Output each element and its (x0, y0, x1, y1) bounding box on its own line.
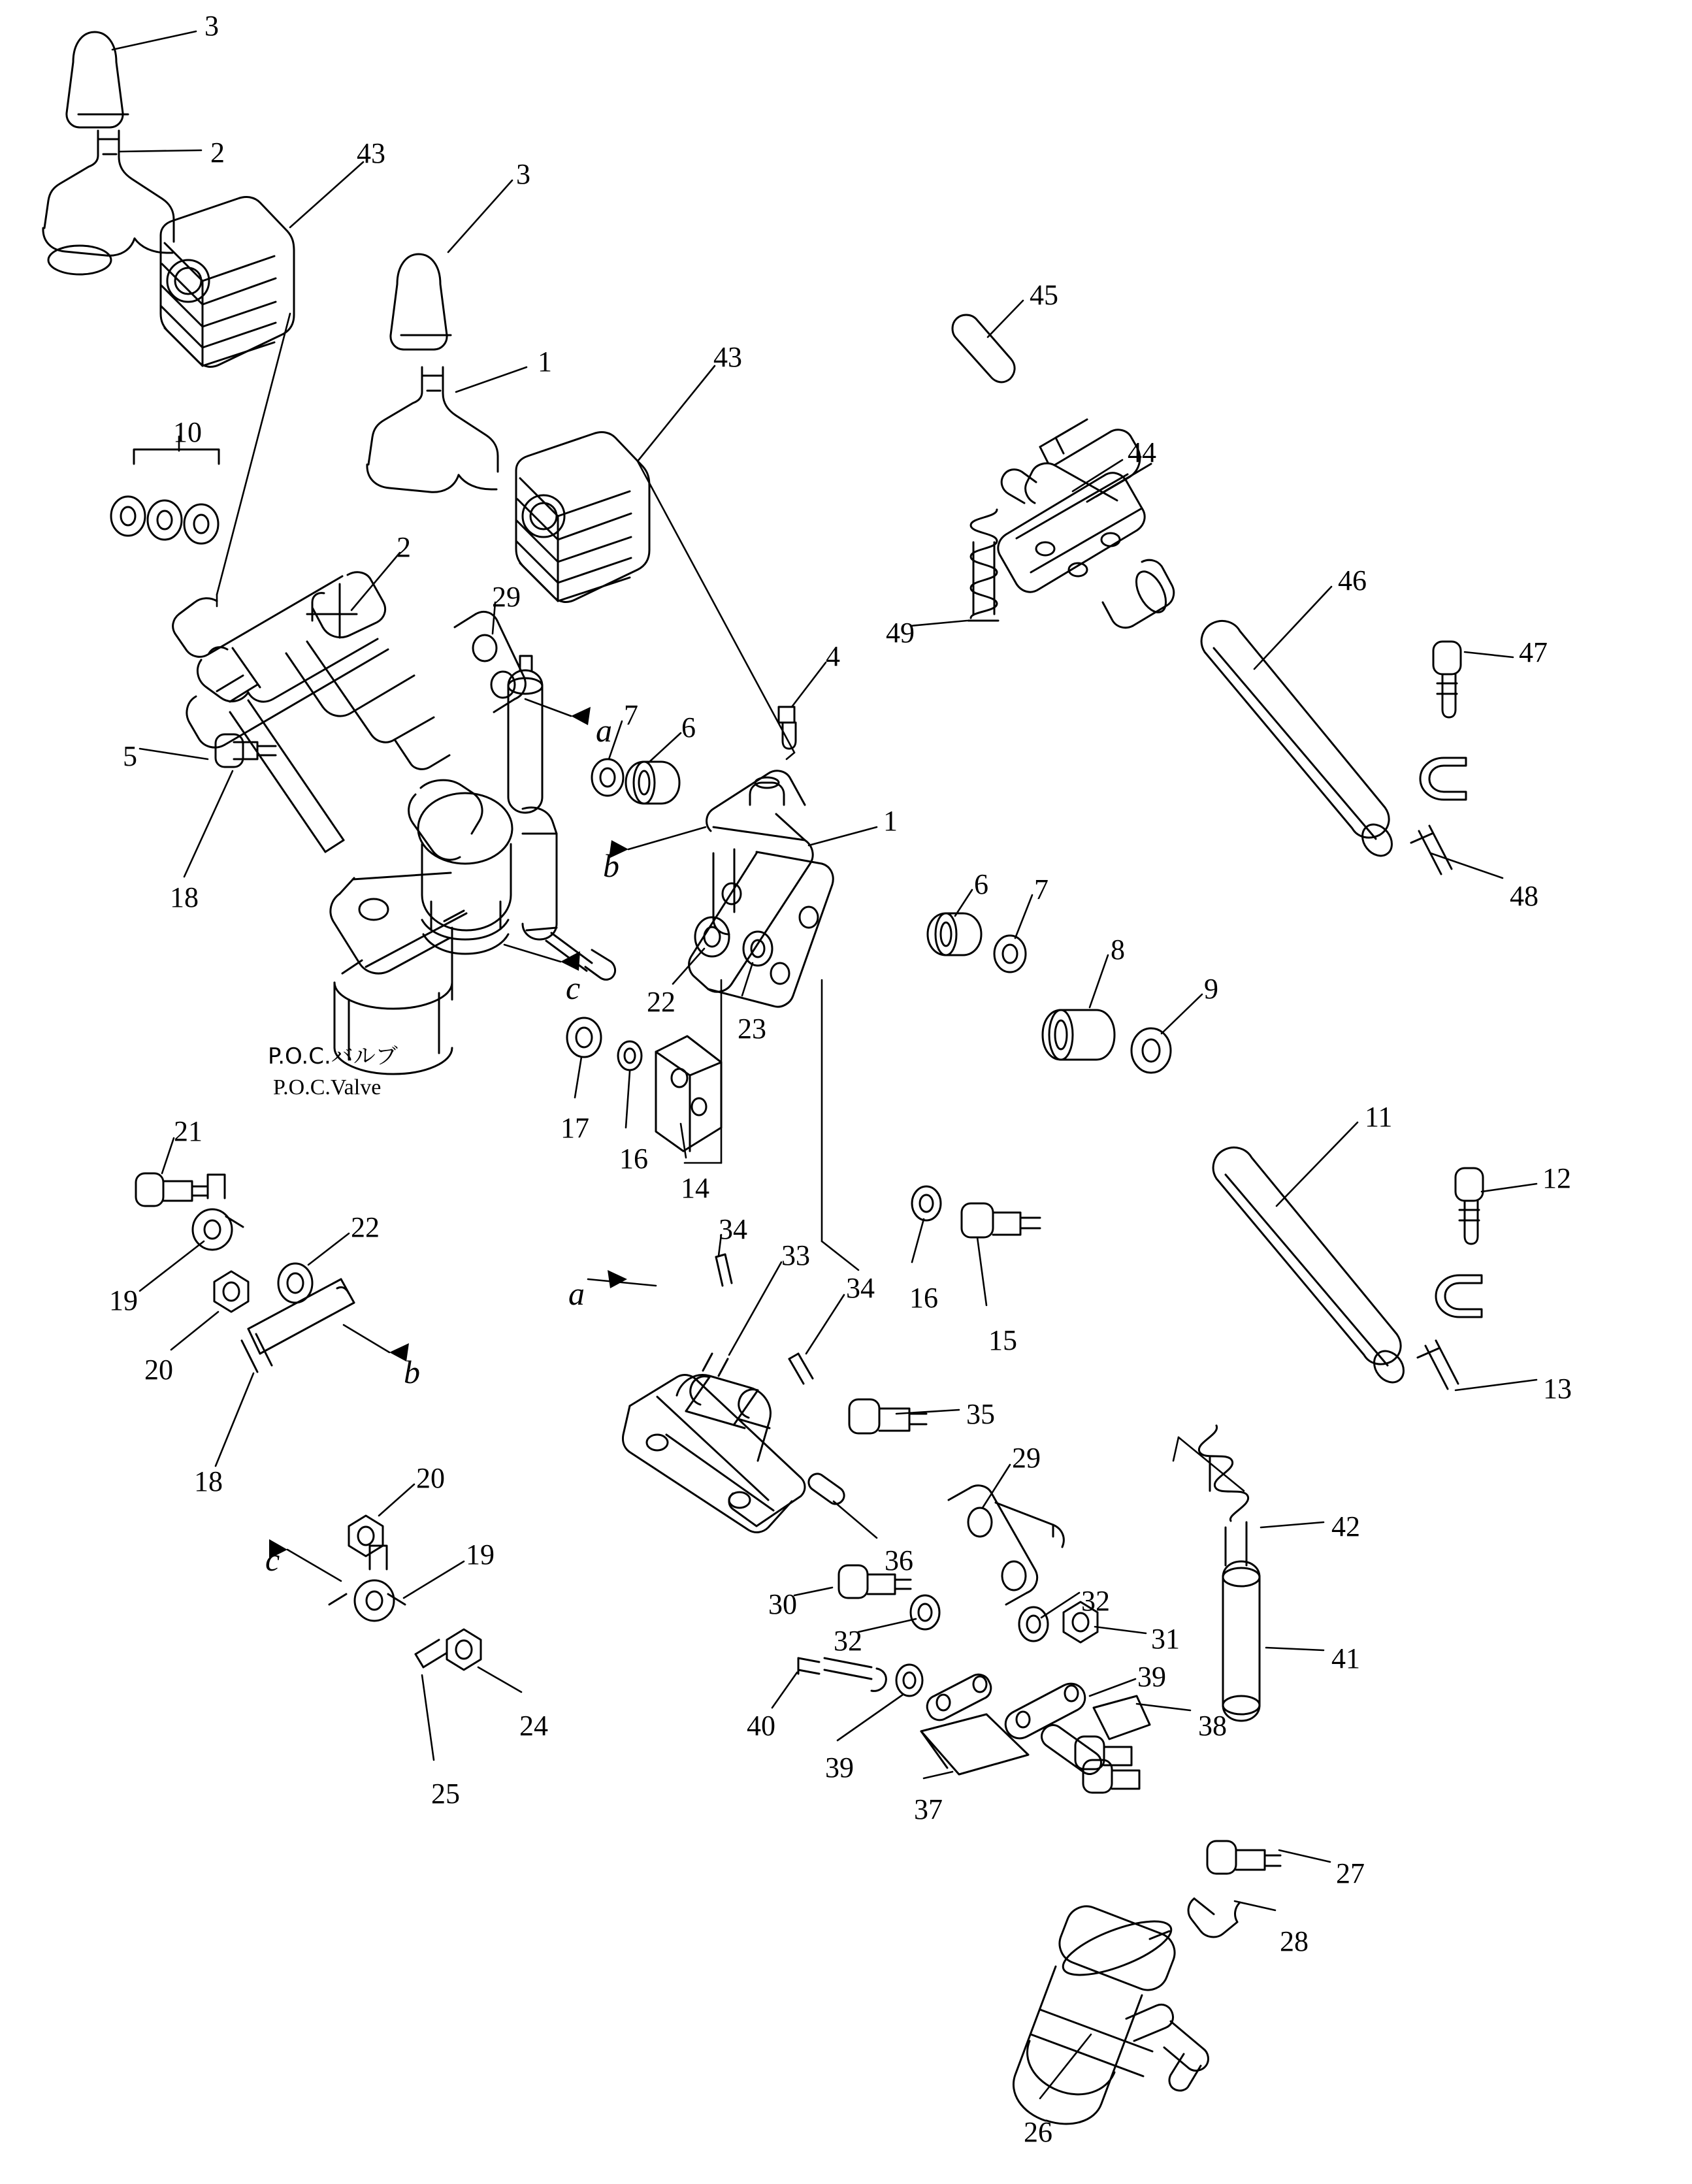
callout-45: 45 (1030, 279, 1058, 311)
callout-16-a: 16 (619, 1143, 648, 1175)
callout-23: 23 (738, 1013, 766, 1045)
callout-49: 49 (886, 617, 915, 649)
callout-27: 27 (1336, 1857, 1365, 1889)
part-group-poc-valve (331, 780, 615, 1074)
callout-18-b: 18 (194, 1465, 223, 1497)
part-group-clip-48a (1420, 758, 1466, 800)
part-group-bushing-7b (994, 936, 1026, 972)
part-group-spring-49 (968, 510, 998, 621)
callout-6-b: 6 (974, 868, 988, 900)
callout-17: 17 (561, 1112, 589, 1144)
callout-7-a: 7 (624, 699, 638, 731)
part-group-spring-42 (1199, 1426, 1248, 1565)
callout-3-b: 3 (516, 158, 530, 190)
callout-19-a: 19 (109, 1284, 138, 1316)
callout-28: 28 (1280, 1925, 1309, 1957)
callout-29-b: 29 (1012, 1442, 1041, 1474)
callout-21: 21 (174, 1115, 203, 1147)
callout-12: 12 (1542, 1162, 1571, 1194)
poc-valve-label-en: P.O.C.Valve (273, 1075, 382, 1100)
part-group-pin-48b (1411, 826, 1452, 874)
callout-20-a: 20 (144, 1354, 173, 1386)
callout-38: 38 (1198, 1710, 1227, 1742)
callout-16-b: 16 (909, 1282, 938, 1314)
callout-22-a: 22 (647, 986, 675, 1018)
part-group-bushing-6a (626, 762, 679, 804)
callout-46: 46 (1338, 564, 1367, 596)
part-group-bolt-12 (1456, 1168, 1483, 1244)
callout-11: 11 (1365, 1101, 1393, 1133)
callout-32-a: 32 (1081, 1585, 1110, 1617)
callout-14: 14 (681, 1172, 709, 1204)
part-group-washer-9 (1131, 1028, 1171, 1073)
part-group-washer-16a (618, 1041, 642, 1070)
callout-5: 5 (123, 740, 137, 772)
part-group-bolt-27 (1207, 1841, 1280, 1874)
part-group-plate-39b (927, 1674, 991, 1720)
callout-34-a: 34 (719, 1213, 747, 1245)
part-group-rod-41 (1223, 1561, 1260, 1721)
poc-valve-label-jp: P.O.C.バルブ (268, 1043, 398, 1069)
part-group-bolt-21 (136, 1173, 208, 1206)
part-group-nut-24 (447, 1629, 481, 1670)
callout-48: 48 (1510, 880, 1538, 912)
callout-43-a: 43 (357, 137, 385, 169)
part-group-washer-32a (911, 1595, 939, 1629)
part-group-knob-3-top-left (67, 32, 128, 127)
callout-1-b: 1 (883, 805, 898, 837)
callout-32-b: 32 (834, 1625, 862, 1657)
part-group-bushing-8 (1043, 1010, 1114, 1060)
callout-41: 41 (1331, 1642, 1360, 1674)
part-group-pin-34b (789, 1354, 813, 1384)
callout-20-b: 20 (416, 1462, 445, 1494)
callout-2-a: 2 (210, 137, 225, 169)
callout-29-a: 29 (492, 581, 521, 613)
part-group-washer-17 (567, 1018, 601, 1057)
callout-39-a: 39 (1137, 1661, 1166, 1693)
part-group-boot-43-second (516, 432, 649, 602)
callout-43-b: 43 (713, 341, 742, 373)
part-group-plate-37 (921, 1714, 1028, 1774)
part-group-left-linkage (173, 572, 449, 770)
callout-25: 25 (431, 1778, 460, 1810)
part-group-pin-13b (1418, 1341, 1458, 1389)
part-group-clip-28 (1188, 1899, 1240, 1937)
part-group-link-40 (798, 1658, 886, 1691)
callout-15: 15 (988, 1324, 1017, 1356)
callout-26: 26 (1024, 2116, 1052, 2148)
callout-8: 8 (1111, 934, 1125, 966)
part-group-rod-11 (1213, 1147, 1410, 1388)
part-group-washer-16b (912, 1186, 941, 1220)
letter-callout-a-lower: a (568, 1275, 585, 1312)
callout-2-b: 2 (397, 531, 411, 563)
callout-44: 44 (1128, 436, 1156, 468)
part-group-lever-45 (952, 315, 1015, 382)
part-group-bolt-15 (962, 1203, 1040, 1237)
callout-22-b: 22 (351, 1211, 380, 1243)
letter-callout-a-upper: a (596, 712, 612, 749)
part-group-bracket-29 (455, 611, 525, 712)
letter-callout-b-upper: b (603, 847, 619, 884)
part-group-pin-34a (716, 1254, 732, 1286)
part-group-plate-39c (1005, 1684, 1085, 1738)
part-group-knob-3-second (391, 254, 451, 350)
part-group-lever-29b (949, 1486, 1064, 1605)
callout-33: 33 (781, 1239, 810, 1271)
part-group-clip-13a (1436, 1275, 1482, 1317)
part-group-pedal-33 (623, 1354, 805, 1532)
part-group-joint-19b (329, 1546, 405, 1621)
part-group-nut-20b (349, 1516, 383, 1556)
part-group-rod-46 (1201, 621, 1398, 861)
callout-9: 9 (1204, 973, 1218, 1005)
part-group-bolt-35 (849, 1399, 926, 1433)
part-group-lever-2-top-left (43, 131, 174, 274)
callout-36: 36 (885, 1544, 913, 1576)
letter-callout-c-lower: c (265, 1541, 280, 1578)
callout-6-a: 6 (681, 711, 696, 743)
callout-13: 13 (1543, 1373, 1572, 1405)
callout-39-b: 39 (825, 1752, 854, 1784)
callout-31: 31 (1151, 1623, 1180, 1655)
part-group-bolt-47 (1433, 642, 1461, 717)
part-group-pin-36 (809, 1474, 844, 1504)
part-group-bolt-5 (216, 734, 276, 767)
callout-7-b: 7 (1034, 873, 1049, 905)
callout-40: 40 (747, 1710, 775, 1742)
letter-callout-c-upper: c (566, 970, 581, 1006)
part-group-cylinder-26 (1013, 1906, 1208, 2124)
part-group-washer-39a (896, 1665, 922, 1696)
part-group-washer-23 (743, 932, 772, 966)
guide-lines (217, 314, 1244, 1494)
part-group-plate-38 (1042, 1696, 1150, 1793)
callout-42: 42 (1331, 1510, 1360, 1542)
callout-30: 30 (768, 1588, 797, 1620)
callout-4: 4 (826, 640, 840, 672)
part-group-center-bracket-1 (689, 771, 834, 1007)
part-group-pin-25 (415, 1640, 447, 1667)
part-group-bushing-6b (928, 913, 981, 955)
callout-34-b: 34 (846, 1272, 875, 1304)
callout-35: 35 (966, 1398, 995, 1430)
part-group-nut-20a (214, 1271, 248, 1312)
callout-47: 47 (1519, 636, 1548, 668)
callout-18-a: 18 (170, 881, 199, 913)
callout-19-b: 19 (466, 1539, 495, 1571)
part-group-boot-43-top-left (161, 197, 294, 367)
part-group-lever-1-second (367, 367, 498, 492)
callout-24: 24 (519, 1710, 548, 1742)
part-group-washers-10 (111, 449, 219, 544)
letter-callout-b-lower: b (404, 1354, 420, 1390)
callout-37: 37 (914, 1793, 943, 1825)
part-group-washer-32b (1019, 1607, 1048, 1641)
callout-1-a: 1 (538, 346, 552, 378)
callout-3-a: 3 (204, 10, 219, 42)
part-group-plate-14 (656, 1036, 721, 1151)
part-group-rod-18-left (230, 700, 344, 852)
callout-10: 10 (173, 416, 202, 448)
part-group-bushing-7a (592, 759, 623, 796)
